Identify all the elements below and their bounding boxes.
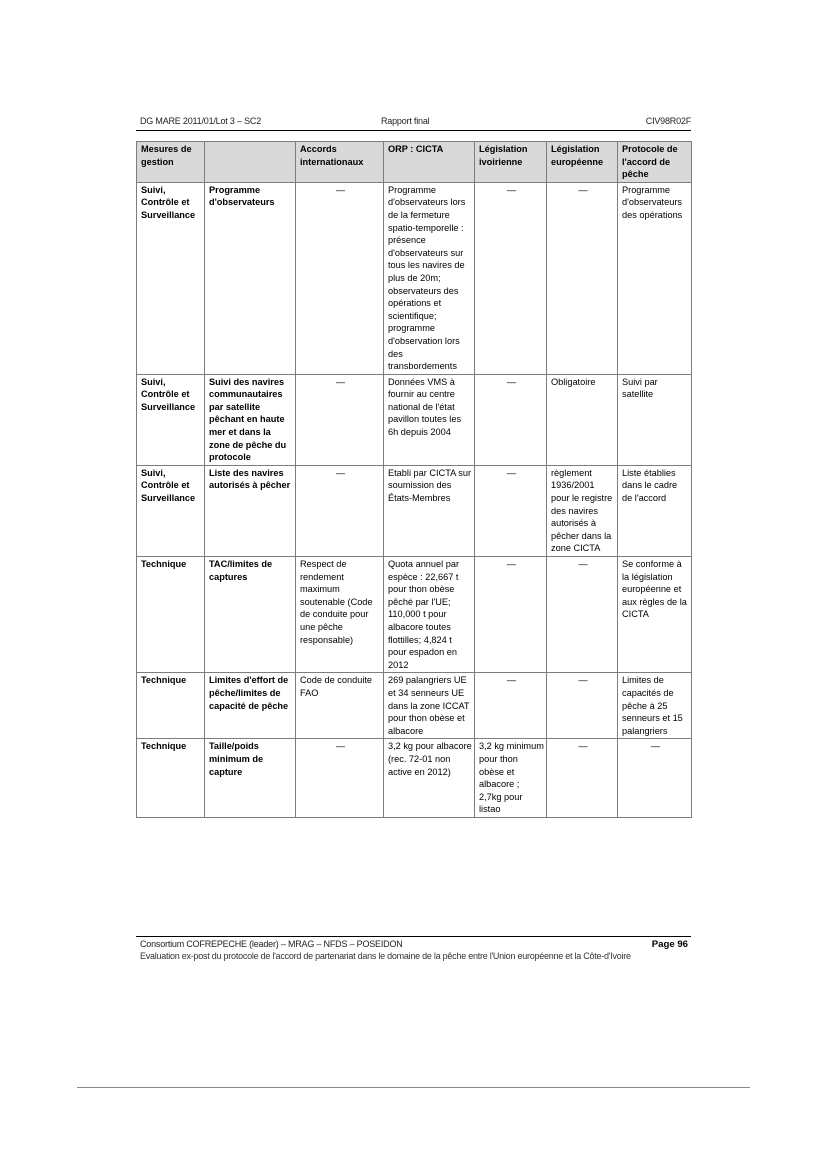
table-row [137, 739, 692, 818]
management-measures-table [136, 141, 692, 818]
footer-consortium-line [140, 939, 688, 949]
cell-measure: Suivi des navires communautaires par satellite pêchant en haute mer et dans la zone de pêche du protocole [205, 374, 296, 465]
cell-measure: Limites d'effort de pêche/limites de capacité de pêche [205, 673, 296, 739]
cell-accords: — [296, 739, 384, 818]
header-report-title: Rapport final [381, 116, 430, 126]
cell-accords: — [296, 465, 384, 556]
cell-orp: 3,2 kg pour albacore (rec. 72-01 non active en 2012) [384, 739, 475, 818]
cell-legislation-ivoirienne: — [475, 374, 547, 465]
cell-orp: Programme d'observateurs lors de la fermeture spatio-temporelle : présence d'observateurs sur tous les navires de plus de 20m; observateurs des opérations et scientifique; programme d'observation lors des transbordements [384, 182, 475, 374]
column-header-protocole: Protocole de l'accord de pêche [618, 142, 692, 183]
table-row [137, 673, 692, 739]
cell-category: Suivi, Contrôle et Surveillance [137, 465, 205, 556]
cell-measure: Programme d'observateurs [205, 182, 296, 374]
cell-protocole: — [618, 739, 692, 818]
table-row [137, 557, 692, 673]
cell-accords: Code de conduite FAO [296, 673, 384, 739]
cell-legislation-ivoirienne: — [475, 182, 547, 374]
header-document-code: CIV98R02F [645, 116, 691, 126]
cell-legislation-europeenne: Obligatoire [547, 374, 618, 465]
page-number: Page 96 [651, 939, 688, 950]
cell-accords: — [296, 182, 384, 374]
column-header-legislation-ivoirienne: Législation ivoirienne [475, 142, 547, 183]
footer-divider [136, 936, 691, 937]
cell-legislation-europeenne: — [547, 557, 618, 673]
table-row [137, 465, 692, 556]
cell-legislation-europeenne: règlement 1936/2001 pour le registre des navires autorisés à pêcher dans la zone CICTA [547, 465, 618, 556]
cell-category: Suivi, Contrôle et Surveillance [137, 374, 205, 465]
column-header-orp: ORP : CICTA [384, 142, 475, 183]
cell-category: Technique [137, 739, 205, 818]
column-header-legislation-europeenne: Législation européenne [547, 142, 618, 183]
footer-consortium: Consortium COFREPECHE (leader) – MRAG – NFDS – POSEIDON [140, 939, 403, 949]
table-header-row [137, 142, 692, 183]
cell-measure: Liste des navires autorisés à pêcher [205, 465, 296, 556]
cell-protocole: Liste établies dans le cadre de l'accord [618, 465, 692, 556]
cell-category: Technique [137, 557, 205, 673]
cell-accords: — [296, 374, 384, 465]
column-header-blank [205, 142, 296, 183]
cell-legislation-europeenne: — [547, 673, 618, 739]
table-row [137, 374, 692, 465]
cell-legislation-ivoirienne: 3,2 kg minimum pour thon obèse et albacore ; 2,7kg pour listao [475, 739, 547, 818]
column-header-mesures: Mesures de gestion [137, 142, 205, 183]
header-divider [136, 130, 691, 131]
page-bottom-divider [77, 1087, 750, 1088]
cell-orp: Etabli par CICTA sur soumission des États-Membres [384, 465, 475, 556]
cell-protocole: Se conforme à la législation européenne et aux règles de la CICTA [618, 557, 692, 673]
cell-legislation-europeenne: — [547, 739, 618, 818]
cell-protocole: Suivi par satellite [618, 374, 692, 465]
cell-legislation-ivoirienne: — [475, 673, 547, 739]
cell-orp: Données VMS à fournir au centre national de l'état pavillon toutes les 6h depuis 2004 [384, 374, 475, 465]
footer-evaluation-title: Evaluation ex-post du protocole de l'accord de partenariat dans le domaine de la pêche entre l'Union européenne et la Côte-d'Ivoire [140, 951, 631, 961]
cell-category: Suivi, Contrôle et Surveillance [137, 182, 205, 374]
cell-orp: 269 palangriers UE et 34 senneurs UE dans la zone ICCAT pour thon obèse et albacore [384, 673, 475, 739]
cell-category: Technique [137, 673, 205, 739]
table-row [137, 182, 692, 374]
header-reference: DG MARE 2011/01/Lot 3 – SC2 [140, 116, 261, 126]
cell-legislation-ivoirienne: — [475, 557, 547, 673]
cell-legislation-europeenne: — [547, 182, 618, 374]
cell-measure: Taille/poids minimum de capture [205, 739, 296, 818]
cell-legislation-ivoirienne: — [475, 465, 547, 556]
cell-measure: TAC/limites de captures [205, 557, 296, 673]
cell-protocole: Limites de capacités de pêche à 25 senneurs et 15 palangriers [618, 673, 692, 739]
cell-protocole: Programme d'observateurs des opérations [618, 182, 692, 374]
cell-orp: Quota annuel par espèce : 22,667 t pour thon obèse pêché par l'UE; 110,000 t pour albacore toutes flottilles; 4,824 t pour espadon en 2012 [384, 557, 475, 673]
cell-accords: Respect de rendement maximum soutenable (Code de conduite pour une pêche responsable) [296, 557, 384, 673]
column-header-accords: Accords internationaux [296, 142, 384, 183]
